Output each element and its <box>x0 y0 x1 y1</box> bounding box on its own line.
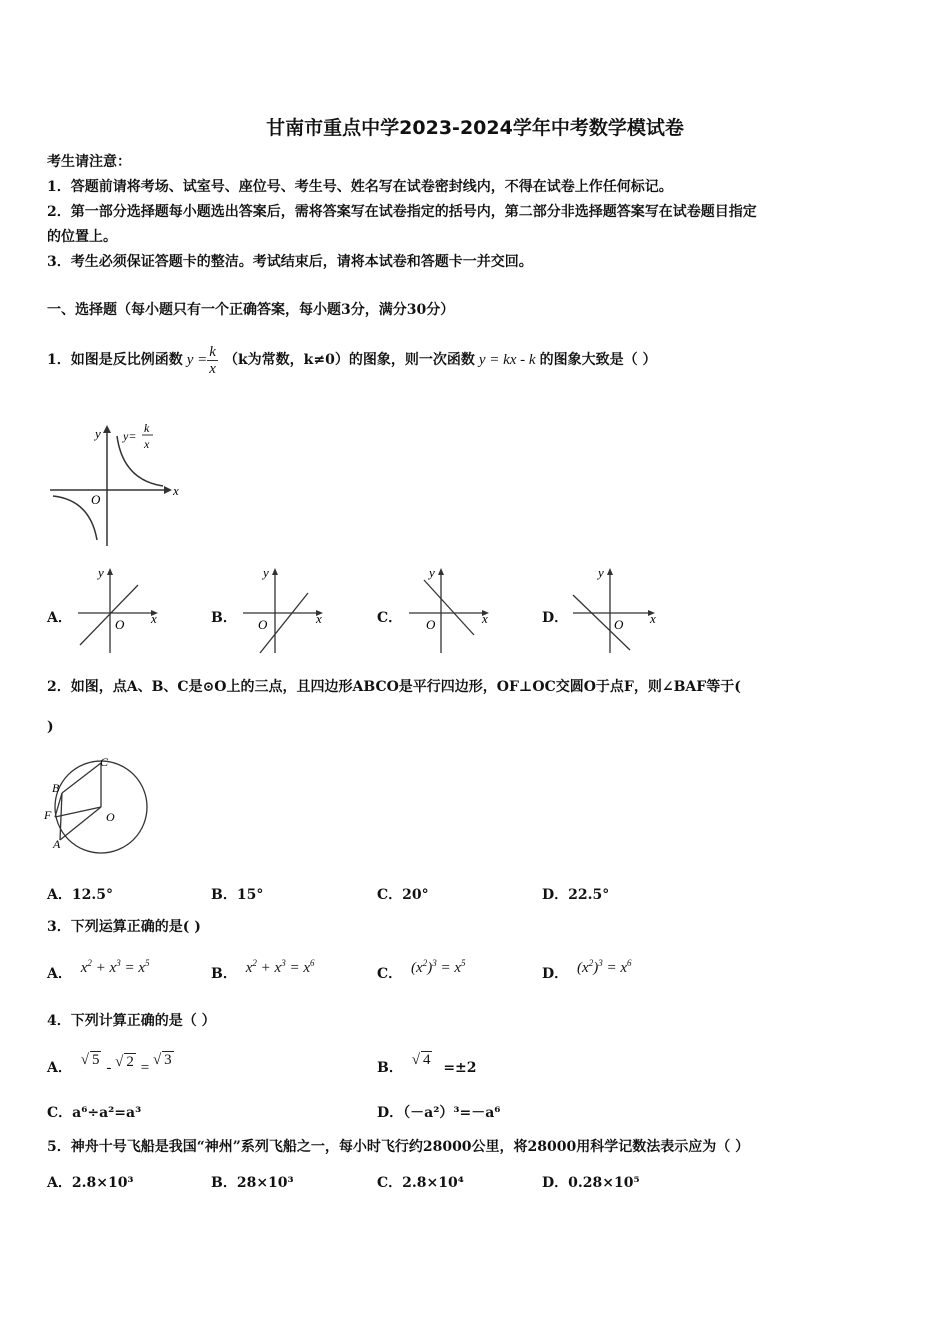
q1-origin: O <box>91 492 101 507</box>
q1-mid: （k为常数，k≠0）的图象，则一次函数 <box>223 352 475 368</box>
q1-option-c-graph <box>406 565 496 655</box>
label-o: O <box>106 810 115 824</box>
axis-label: y <box>429 565 435 580</box>
q3-letter-c: C． <box>377 966 403 982</box>
question-5-stem: 5．神舟十号飞船是我国“神州”系列飞船之一，每小时飞行约28000公里，将28000用科学记数法表示应为（ ） <box>47 1139 750 1155</box>
axis-label: x <box>151 611 157 626</box>
axis-label: x <box>482 611 488 626</box>
notice-item: 3．考生必须保证答题卡的整洁。考试结束后，请将本试卷和答题卡一并交回。 <box>47 254 533 270</box>
q1-suffix: 的图象大致是（ ） <box>539 352 657 368</box>
q3-letter-a: A． <box>47 966 72 982</box>
q2-option-b[interactable]: B．15° <box>211 887 264 903</box>
q2-option-c[interactable]: C．20° <box>377 887 429 903</box>
q1-hyperbola-graph <box>45 418 180 548</box>
q1-fraction <box>207 344 218 377</box>
q4-option-b[interactable]: B． √ 4 =±2 <box>377 1052 477 1076</box>
q3-option-c[interactable]: C． $(x^2)^3 = x^5$ <box>377 958 466 982</box>
axis-label: y <box>263 565 269 580</box>
q3-option-d[interactable]: D． $(x^2)^3 = x^6$ <box>542 958 632 982</box>
axis-label: x <box>316 611 322 626</box>
axis-label: O <box>426 617 436 632</box>
q1-option-b-graph <box>240 565 330 655</box>
q1-graph-x: x <box>144 437 150 451</box>
q1-graph-y: y= <box>123 429 137 443</box>
question-1-stem <box>47 335 656 385</box>
axis-label: O <box>115 617 125 632</box>
q5-option-d[interactable]: D．0.28×10⁵ <box>542 1175 640 1191</box>
q1-y-eq: y = <box>186 352 208 368</box>
label-f: F <box>44 808 52 822</box>
q2-option-d[interactable]: D．22.5° <box>542 887 610 903</box>
q1-option-b[interactable]: B． <box>211 610 237 626</box>
question-2-stem-cont: ) <box>47 719 54 735</box>
axis-label: O <box>614 617 624 632</box>
q4-letter-a: A． <box>47 1060 72 1076</box>
q3-option-b[interactable]: B． $x^2 + x^3 = x^6$ <box>211 958 315 982</box>
q1-axis-y: y <box>95 426 101 441</box>
q1-option-d[interactable]: D． <box>542 610 569 626</box>
q1-linear: y = kx - k <box>478 352 536 368</box>
label-c: C <box>100 755 109 769</box>
q2-option-a[interactable]: A．12.5° <box>47 887 113 903</box>
q4-option-c[interactable]: C．a⁶÷a²=a³ <box>47 1105 142 1121</box>
q5-option-b[interactable]: B．28×10³ <box>211 1175 294 1191</box>
q5-option-a[interactable]: A．2.8×10³ <box>47 1175 134 1191</box>
q4-option-a[interactable]: A． √ 5 - √ 2 = √ 3 <box>47 1052 172 1076</box>
notice-item: 的位置上。 <box>47 229 117 245</box>
axis-label: x <box>650 611 656 626</box>
axis-label: y <box>98 565 104 580</box>
question-4-stem: 4．下列计算正确的是（ ） <box>47 1013 216 1029</box>
q5-option-c[interactable]: C．2.8×10⁴ <box>377 1175 464 1191</box>
q1-axis-x: x <box>173 483 179 498</box>
q1-option-c[interactable]: C． <box>377 610 403 626</box>
question-3-stem: 3．下列运算正确的是( ) <box>47 919 201 935</box>
question-2-stem: 2．如图，点A、B、C是⊙O上的三点，且四边形ABCO是平行四边形，OF⊥OC交圆O于点F，则∠BAF等于( <box>47 679 741 695</box>
notice-heading: 考生请注意： <box>47 154 131 170</box>
q4-option-d[interactable]: D．（－a²）³=－a⁶ <box>377 1105 501 1121</box>
q1-graph-k: k <box>144 421 150 435</box>
q1-option-a-graph <box>75 565 165 655</box>
axis-label: y <box>598 565 604 580</box>
label-b: B <box>52 781 60 795</box>
notice-item: 1．答题前请将考场、试室号、座位号、考生号、姓名写在试卷密封线内，不得在试卷上作任何标记。 <box>47 179 673 195</box>
axis-label: O <box>258 617 268 632</box>
q1-option-d-graph <box>570 565 665 655</box>
q1-option-a[interactable]: A． <box>47 610 72 626</box>
q3-letter-b: B． <box>211 966 237 982</box>
label-a: A <box>53 837 61 851</box>
notice-item: 2．第一部分选择题每小题选出答案后，需将答案写在试卷指定的括号内，第二部分非选择题答案写在试卷题目指定 <box>47 204 757 220</box>
q1-frac-den: x <box>209 360 216 377</box>
q1-prefix: 1．如图是反比例函数 <box>47 352 183 368</box>
q3-letter-d: D． <box>542 966 569 982</box>
section-heading: 一、选择题（每小题只有一个正确答案，每小题3分，满分30分） <box>47 302 455 318</box>
q4-option-b-tail: =±2 <box>443 1060 477 1076</box>
q4-letter-b: B． <box>377 1060 403 1076</box>
page-title: 甘南市重点中学2023-2024学年中考数学模试卷 <box>266 117 684 139</box>
q3-option-a[interactable]: A． $x^2 + x^3 = x^5$ <box>47 958 150 982</box>
q1-frac-num: k <box>209 343 216 360</box>
q2-circle-figure <box>40 755 155 865</box>
